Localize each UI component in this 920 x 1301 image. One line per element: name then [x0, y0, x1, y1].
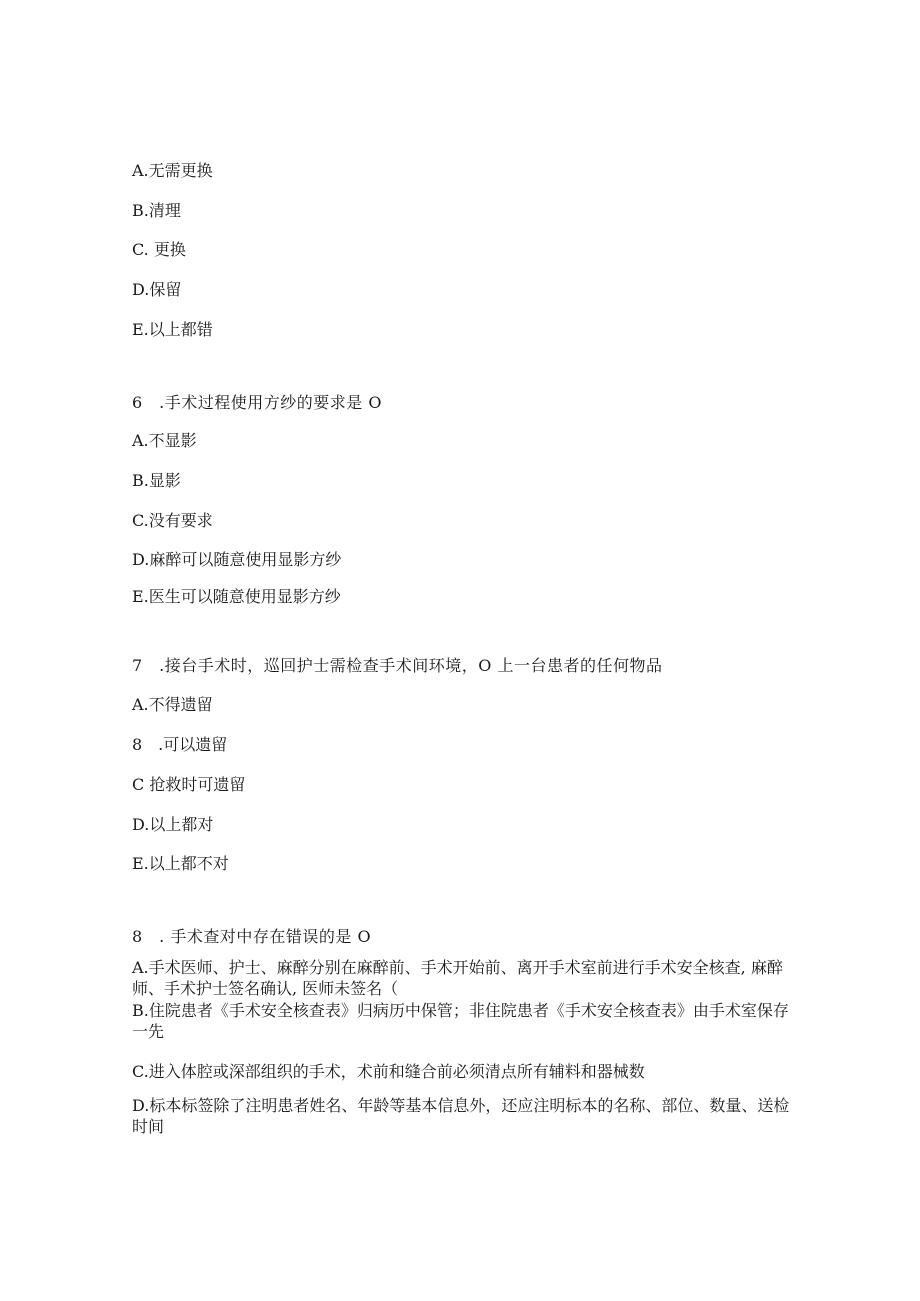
q6-option-b: B.显影 [132, 471, 181, 490]
q8-option-a: A.手术医师、护士、麻醉分别在麻醉前、手术开始前、离开手术室前进行手术安全核查, 麻醉师、手术护士签名确认, 医师未签名（ [132, 958, 783, 998]
q7-stem: 7 .接台手术时，巡回护士需检查手术间环境，O 上一台患者的任何物品 [132, 656, 663, 675]
q5-option-e: E.以上都错 [132, 320, 213, 339]
q7-option-e: E.以上都不对 [132, 854, 229, 873]
q7-option-b: 8 .可以遗留 [132, 735, 228, 754]
q6-option-c: C.没有要求 [132, 511, 213, 530]
q7-option-c: C 抢救时可遗留 [132, 775, 246, 794]
q8-stem: 8 . 手术查对中存在错误的是 O [132, 927, 372, 946]
q6-option-a: A.不显影 [132, 431, 197, 450]
q6-stem: 6 .手术过程使用方纱的要求是 O [132, 393, 382, 412]
q5-option-c: C. 更换 [132, 240, 186, 259]
q8-option-b: B.住院患者《手术安全核查表》归病历中保管；非住院患者《手术安全核查表》由手术室保存一先 [132, 1001, 789, 1041]
q7-option-d: D.以上都对 [132, 815, 214, 834]
q6-option-e: E.医生可以随意使用显影方纱 [132, 587, 341, 606]
q6-option-d: D.麻醉可以随意使用显影方纱 [132, 550, 342, 569]
q5-option-a: A.无需更换 [132, 161, 213, 180]
q7-option-a: A.不得遗留 [132, 695, 213, 714]
q5-option-d: D.保留 [132, 280, 182, 299]
q8-option-d: D.标本标签除了注明患者姓名、年龄等基本信息外，还应注明标本的名称、部位、数量、送检时间 [132, 1096, 790, 1136]
q5-option-b: B.清理 [132, 201, 181, 220]
q8-option-c: C.进入体腔或深部组织的手术，术前和缝合前必须清点所有辅料和器械数 [132, 1062, 645, 1081]
